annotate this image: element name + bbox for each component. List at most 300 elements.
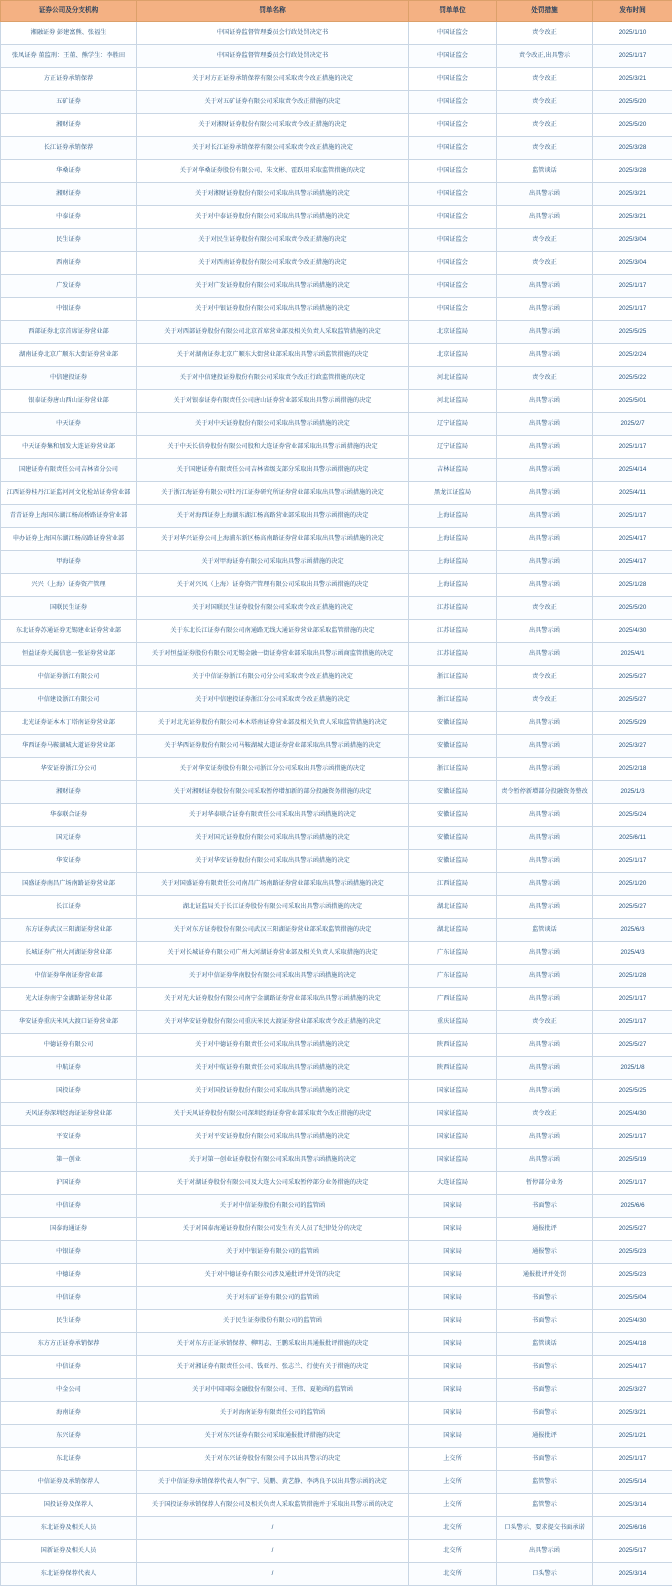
table-row (1, 1218, 672, 1241)
cell-measure: 出具警示函 (497, 298, 593, 321)
cell-measure: 书面警示 (497, 1287, 593, 1310)
cell-measure: 出具警示函 (497, 1080, 593, 1103)
table-row (1, 1356, 672, 1379)
table-row (1, 1241, 672, 1264)
cell-date: 2025/1/17 (593, 850, 672, 873)
cell-date: 2025/4/18 (593, 1333, 672, 1356)
cell-company: 中银证券 (1, 298, 137, 321)
cell-date: 2025/5/23 (593, 1264, 672, 1287)
cell-penalty-name: 关于对中泰证券股份有限公司采取出具警示函措施的决定 (137, 206, 409, 229)
cell-measure: 责令改正 (497, 22, 593, 45)
cell-company: 华安证券重庆米风大渡口证券营业部 (1, 1011, 137, 1034)
cell-penalty-name: 关于中天长信券股份有限公司股和大连证券营业部采取出具警示函措施的决定 (137, 436, 409, 459)
cell-date: 2025/5/27 (593, 896, 672, 919)
cell-date: 2025/1/17 (593, 298, 672, 321)
cell-measure: 责令改正 (497, 91, 593, 114)
cell-penalty-name: 关于对中信证券股份有限公司的监管函 (137, 1195, 409, 1218)
table-row (1, 758, 672, 781)
cell-penalty-name: 关于对中信建投证券浙江分公司采取责令改正措施的决定 (137, 689, 409, 712)
header-company: 证券公司及分支机构 (1, 1, 137, 22)
table-row (1, 1310, 672, 1333)
cell-measure: 责令改正 (497, 1011, 593, 1034)
cell-issuer: 国家局 (409, 1333, 497, 1356)
cell-penalty-name: 关于中信证券浙江有限公司分公司采取责令改正措施的决定 (137, 666, 409, 689)
cell-issuer: 国家局 (409, 1310, 497, 1333)
cell-company: 光大证券南宁金湖路证券营业部 (1, 988, 137, 1011)
cell-company: 中信建设浙江有限公司 (1, 689, 137, 712)
cell-date: 2025/4/1 (593, 643, 672, 666)
table-row (1, 137, 672, 160)
cell-penalty-name: 关于对中信证券华南股份有限公司采取出具警示函措施的决定 (137, 965, 409, 988)
cell-measure: 出具警示函 (497, 321, 593, 344)
cell-measure: 出具警示函 (497, 735, 593, 758)
cell-company: 国投证券及保荐人 (1, 1494, 137, 1517)
cell-penalty-name: 关于对海西证券上海湖东湖江杨高路营业部采取出具警示函措施的决定 (137, 505, 409, 528)
cell-measure: 责令改正 (497, 689, 593, 712)
cell-company: 国投证券 (1, 1080, 137, 1103)
cell-date: 2025/5/25 (593, 321, 672, 344)
cell-company: 银泰证券唐山西山证券营业部 (1, 390, 137, 413)
cell-measure: 责令改正 (497, 666, 593, 689)
cell-penalty-name: 关于浙江海证券有限公司牡丹江证券研究所证券营业部采取出具警示函措施的决定 (137, 482, 409, 505)
cell-company: 中天证券 (1, 413, 137, 436)
cell-date: 2025/1/28 (593, 965, 672, 988)
cell-issuer: 国家局 (409, 1218, 497, 1241)
cell-measure: 出具警示函 (497, 965, 593, 988)
cell-issuer: 上海证监局 (409, 574, 497, 597)
cell-issuer: 大连证监局 (409, 1172, 497, 1195)
cell-company: 华安证券 (1, 850, 137, 873)
cell-issuer: 黑龙江证监局 (409, 482, 497, 505)
cell-company: 长江证券 (1, 896, 137, 919)
cell-penalty-name: 关于东北长江证券有限公司南通路无线大通证券营业部采取监管措施的决定 (137, 620, 409, 643)
table-row (1, 1425, 672, 1448)
table-row (1, 1379, 672, 1402)
table-row (1, 206, 672, 229)
cell-penalty-name: 关于对国投证券股份有限公司采取出具警示函措施的决定 (137, 1080, 409, 1103)
cell-measure: 通报批评 (497, 1425, 593, 1448)
cell-penalty-name: 关于国投证券承销保荐人有限公司及相关负责人采取监管措施并于采取出具警示函的决定 (137, 1494, 409, 1517)
cell-measure: 责令改正 (497, 137, 593, 160)
cell-company: 国元证券 (1, 827, 137, 850)
cell-measure: 监管警示 (497, 1494, 593, 1517)
table-row (1, 390, 672, 413)
cell-company: 中信证券 (1, 1356, 137, 1379)
cell-issuer: 国家局 (409, 1287, 497, 1310)
cell-issuer: 湖北证监局 (409, 919, 497, 942)
cell-company: 广发证券 (1, 275, 137, 298)
table-row (1, 1057, 672, 1080)
cell-company: 湘财证券 (1, 183, 137, 206)
cell-measure: 责令改正 (497, 229, 593, 252)
cell-company: 江西证券桂丹江证监河河文化检站证券营业部 (1, 482, 137, 505)
cell-penalty-name: 关于对国联民生证券股份有限公司采取责令改正措施的决定 (137, 597, 409, 620)
cell-measure: 书面警示 (497, 1356, 593, 1379)
table-row (1, 1195, 672, 1218)
cell-penalty-name: 关于对湘财证券股份有限公司采取出具警示函措施的决定 (137, 183, 409, 206)
cell-measure: 出具警示函 (497, 459, 593, 482)
cell-measure: 出具警示函 (497, 942, 593, 965)
cell-measure: 责令改正,出具警示 (497, 45, 593, 68)
cell-penalty-name: 关于对华安证券股份有限公司采取出具警示函措施的决定 (137, 850, 409, 873)
cell-penalty-name: 关于华西证券股份有限公司马鞍湖城大道证券营业部采取出具警示函措施的决定 (137, 735, 409, 758)
table-row (1, 620, 672, 643)
table-row (1, 873, 672, 896)
cell-issuer: 上海证监局 (409, 528, 497, 551)
cell-measure: 出具警示函 (497, 275, 593, 298)
cell-penalty-name: 关于对中信建投证券股份有限公司采取责令改正行政监管措施的决定 (137, 367, 409, 390)
cell-date: 2025/5/27 (593, 666, 672, 689)
cell-company: 五矿证券 (1, 91, 137, 114)
cell-company: 东北证券及相关人员 (1, 1517, 137, 1540)
cell-penalty-name: 关于对民生证券股份有限公司采取责令改正措施的决定 (137, 229, 409, 252)
cell-issuer: 中国证监会 (409, 22, 497, 45)
cell-issuer: 浙江证监局 (409, 666, 497, 689)
cell-date: 2025/1/17 (593, 505, 672, 528)
cell-measure: 出具警示函 (497, 643, 593, 666)
table-row (1, 804, 672, 827)
table-row (1, 1034, 672, 1057)
table-row (1, 1540, 672, 1563)
cell-penalty-name: 关于对兴凤（上海）证券资产管理有限公司采取出具警示函措施的决定 (137, 574, 409, 597)
cell-date: 2025/5/20 (593, 91, 672, 114)
cell-measure: 出具警示函 (497, 551, 593, 574)
cell-measure: 出具警示函 (497, 988, 593, 1011)
cell-issuer: 安徽证监局 (409, 735, 497, 758)
cell-date: 2025/5/29 (593, 712, 672, 735)
cell-company: 甲海证券 (1, 551, 137, 574)
cell-measure: 书面警示 (497, 1379, 593, 1402)
table-row (1, 413, 672, 436)
cell-company: 张凤证券 董监刑：王董、熊学生：李胜田 (1, 45, 137, 68)
cell-issuer: 广东证监局 (409, 942, 497, 965)
cell-date: 2025/4/17 (593, 528, 672, 551)
cell-penalty-name: 关于对中天证券股份有限公司采取出具警示函措施的决定 (137, 413, 409, 436)
cell-issuer: 国家局 (409, 1264, 497, 1287)
table-row (1, 1471, 672, 1494)
cell-issuer: 上海证监局 (409, 505, 497, 528)
cell-company: 青青证券上海国东湖江杨高桥路证券营业部 (1, 505, 137, 528)
cell-penalty-name: 关于对中德证券有限责任公司采取出具警示函措施的决定 (137, 1034, 409, 1057)
cell-date: 2025/4/30 (593, 620, 672, 643)
cell-penalty-name: 关于对长城证券有限公司广州大河湖证券营业部及相关负责人采取措施的决定 (137, 942, 409, 965)
cell-company: 东方方正证券承销保荐 (1, 1333, 137, 1356)
cell-date: 2025/1/17 (593, 1126, 672, 1149)
cell-issuer: 江苏证监局 (409, 620, 497, 643)
table-row (1, 528, 672, 551)
table-row (1, 1494, 672, 1517)
table-row (1, 459, 672, 482)
cell-issuer: 北交所 (409, 1517, 497, 1540)
cell-penalty-name: 关于国建证券有限责任公司吉林省级支部分采取出具警示函措施的决定 (137, 459, 409, 482)
table-row (1, 827, 672, 850)
cell-penalty-name: 关于对东兴证券股份有限公司予以出具警示的决定 (137, 1448, 409, 1471)
table-row (1, 1333, 672, 1356)
cell-issuer: 中国证监会 (409, 91, 497, 114)
cell-company: 长城证券广州大河湖证券营业部 (1, 942, 137, 965)
table-row (1, 574, 672, 597)
cell-measure: 出具警示函 (497, 436, 593, 459)
cell-date: 2025/1/17 (593, 275, 672, 298)
cell-issuer: 国家局 (409, 1241, 497, 1264)
cell-measure: 暂停部分业务 (497, 1172, 593, 1195)
cell-date: 2025/5/17 (593, 1540, 672, 1563)
cell-issuer: 中国证监会 (409, 183, 497, 206)
cell-company: 沪国证券 (1, 1172, 137, 1195)
cell-company: 中德证券 (1, 1264, 137, 1287)
cell-measure: 责令改正 (497, 367, 593, 390)
table-row (1, 1080, 672, 1103)
cell-penalty-name: 关于对中国国际金融股份有限公司、王伟、夏艳函的监管函 (137, 1379, 409, 1402)
table-row (1, 344, 672, 367)
cell-measure: 出具警示函 (497, 827, 593, 850)
cell-issuer: 中国证监会 (409, 252, 497, 275)
table-row (1, 22, 672, 45)
cell-measure: 出具警示函 (497, 1126, 593, 1149)
cell-measure: 监管警示 (497, 1471, 593, 1494)
table-row (1, 436, 672, 459)
cell-company: 长江证券承销保荐 (1, 137, 137, 160)
cell-company: 中天证券集和加发大连证券营业部 (1, 436, 137, 459)
cell-date: 2025/5/19 (593, 1149, 672, 1172)
table-row (1, 1149, 672, 1172)
table-row (1, 1011, 672, 1034)
cell-date: 2025/3/21 (593, 68, 672, 91)
cell-date: 2025/3/14 (593, 1494, 672, 1517)
cell-date: 2025/1/28 (593, 574, 672, 597)
cell-penalty-name: 关于对华兴证券公司上海浦东新区杨高南路证券营业部采取出具警示函措施的决定 (137, 528, 409, 551)
table-row (1, 114, 672, 137)
cell-issuer: 吉林证监局 (409, 459, 497, 482)
cell-company: 华桑证券 (1, 160, 137, 183)
cell-company: 国新证券及相关人员 (1, 1540, 137, 1563)
cell-penalty-name: 关于对平安证券股份有限公司采取出具警示函措施的决定 (137, 1126, 409, 1149)
cell-measure: 责令改正 (497, 1103, 593, 1126)
cell-date: 2025/4/11 (593, 482, 672, 505)
cell-penalty-name: 关于天风证券股份有限公司深圳经海证券营业部采取责令改正措施的决定 (137, 1103, 409, 1126)
table-row (1, 988, 672, 1011)
cell-company: 兴兴（上海）证券资产管理 (1, 574, 137, 597)
cell-company: 华安证券浙江分公司 (1, 758, 137, 781)
cell-issuer: 上海证监局 (409, 551, 497, 574)
cell-date: 2025/4/14 (593, 459, 672, 482)
table-row (1, 689, 672, 712)
cell-penalty-name: 关于对国元证券股份有限公司采取出具警示函措施的决定 (137, 827, 409, 850)
table-row (1, 666, 672, 689)
cell-company: 中银证券 (1, 1241, 137, 1264)
cell-company: 中信证券浙江有限公司 (1, 666, 137, 689)
cell-issuer: 中国证监会 (409, 137, 497, 160)
header-date: 发布时间 (593, 1, 672, 22)
cell-measure: 通报批评 (497, 1218, 593, 1241)
cell-penalty-name: 关于对方正证券承销保荐有限公司采取责令改正措施的决定 (137, 68, 409, 91)
cell-issuer: 国家证监局 (409, 1149, 497, 1172)
cell-company: 国泰海通证券 (1, 1218, 137, 1241)
cell-date: 2025/3/21 (593, 206, 672, 229)
cell-measure: 监管谈话 (497, 160, 593, 183)
cell-measure: 口头警示 (497, 1563, 593, 1586)
cell-issuer: 河北证监局 (409, 367, 497, 390)
cell-measure: 出具警示函 (497, 183, 593, 206)
cell-penalty-name: 关于对湘财证券股份有限公司采取暂停增加新的部分投融资务措施的决定 (137, 781, 409, 804)
cell-issuer: 中国证监会 (409, 275, 497, 298)
cell-date: 2025/1/17 (593, 988, 672, 1011)
cell-company: 湖南证券北京广顺东大街证券营业部 (1, 344, 137, 367)
table-header-row (1, 1, 672, 22)
cell-issuer: 中国证监会 (409, 298, 497, 321)
table-row (1, 1287, 672, 1310)
cell-date: 2025/3/21 (593, 183, 672, 206)
cell-date: 2025/1/10 (593, 22, 672, 45)
cell-penalty-name: 关于对东方证券股份有限公司武汉三阳湖证券营业部采取监管措施的决定 (137, 919, 409, 942)
cell-issuer: 安徽证监局 (409, 827, 497, 850)
cell-measure: 书面警示 (497, 1195, 593, 1218)
table-row (1, 1126, 672, 1149)
cell-date: 2025/4/3 (593, 942, 672, 965)
table-row (1, 275, 672, 298)
cell-penalty-name: 中国证券监督管理委员会行政处罚决定书 (137, 45, 409, 68)
cell-measure: 书面警示 (497, 1310, 593, 1333)
cell-date: 2025/2/7 (593, 413, 672, 436)
cell-date: 2025/3/21 (593, 1402, 672, 1425)
cell-penalty-name: 关于对国盛证券有限责任公司南昌广场南路证券营业部采取出具警示函措施的决定 (137, 873, 409, 896)
cell-penalty-name: 关于民生证券股份有限公司的监管函 (137, 1310, 409, 1333)
cell-penalty-name: 关于对东矿证券有限公司的监管函 (137, 1287, 409, 1310)
cell-date: 2025/1/17 (593, 1172, 672, 1195)
cell-measure: 出具警示函 (497, 896, 593, 919)
cell-issuer: 江苏证监局 (409, 643, 497, 666)
cell-company: 华西证券马鞍湖城大道证券营业部 (1, 735, 137, 758)
table-row (1, 1264, 672, 1287)
cell-issuer: 中国证监会 (409, 206, 497, 229)
table-row (1, 321, 672, 344)
cell-date: 2025/6/16 (593, 1517, 672, 1540)
cell-measure: 出具警示函 (497, 574, 593, 597)
cell-company: 中信证券及承销保荐人 (1, 1471, 137, 1494)
cell-company: 中德证券有限公司 (1, 1034, 137, 1057)
cell-measure: 出具警示函 (497, 873, 593, 896)
cell-penalty-name: 关于对华安证券股份有限公司浙江分公司采取出具警示函措施的决定 (137, 758, 409, 781)
table-row (1, 1563, 672, 1586)
cell-company: 申办证券上海国东湖江杨高路证券营业部 (1, 528, 137, 551)
cell-penalty-name: 关于对国泰海通证券股份有限公司发生有关人员了纪律处分的决定 (137, 1218, 409, 1241)
cell-measure: 书面警示 (497, 1448, 593, 1471)
cell-penalty-name: 关于对甲海证券有限公司采取出具警示函措施的决定 (137, 551, 409, 574)
cell-issuer: 浙江证监局 (409, 689, 497, 712)
cell-issuer: 国家证监局 (409, 1103, 497, 1126)
cell-penalty-name: 关于对光大证券股份有限公司南宁金湖路证券营业部采取出具警示函措施的决定 (137, 988, 409, 1011)
cell-issuer: 国家局 (409, 1379, 497, 1402)
cell-issuer: 安徽证监局 (409, 781, 497, 804)
cell-measure: 出具警示函 (497, 758, 593, 781)
cell-date: 2025/5/24 (593, 804, 672, 827)
cell-penalty-name: 关于对中航证券有限责任公司采取出具警示函措施的决定 (137, 1057, 409, 1080)
cell-company: 天风证券深圳经海证证券营业部 (1, 1103, 137, 1126)
cell-company: 中泰证券 (1, 206, 137, 229)
cell-measure: 出具警示函 (497, 804, 593, 827)
cell-company: 中信建投证券 (1, 367, 137, 390)
cell-penalty-name: 关于对湘证券有限责任公司、钱亚丹、张志兰、行使有关于措施的决定 (137, 1356, 409, 1379)
cell-company: 民生证券 (1, 229, 137, 252)
cell-date: 2025/5/20 (593, 114, 672, 137)
cell-company: 西部证券北京首席证券营业部 (1, 321, 137, 344)
cell-measure: 出具警示函 (497, 1057, 593, 1080)
cell-date: 2025/1/3 (593, 781, 672, 804)
table-row (1, 160, 672, 183)
cell-company: 国联民生证券 (1, 597, 137, 620)
cell-measure: 出具警示函 (497, 206, 593, 229)
cell-penalty-name: 关于对中德证券有限公司涉及通批评并处罚的决定 (137, 1264, 409, 1287)
cell-date: 2025/5/22 (593, 367, 672, 390)
table-row (1, 850, 672, 873)
cell-date: 2025/5/27 (593, 1218, 672, 1241)
cell-penalty-name: / (137, 1540, 409, 1563)
cell-penalty-name: 关于对中银证券有限公司的监管函 (137, 1241, 409, 1264)
cell-company: 中信证券 (1, 1195, 137, 1218)
cell-issuer: 陕西证监局 (409, 1057, 497, 1080)
cell-penalty-name: 关于对北光证券股份有限公司本木塔南证券营业部及相关负责人采取监管措施的决定 (137, 712, 409, 735)
cell-date: 2025/5/14 (593, 1471, 672, 1494)
cell-date: 2025/5/27 (593, 1034, 672, 1057)
header-issuer: 罚单单位 (409, 1, 497, 22)
cell-company: 国盛证券南昌广场南路证券营业部 (1, 873, 137, 896)
table-row (1, 45, 672, 68)
cell-measure: 出具警示函 (497, 850, 593, 873)
cell-company: 东北证券 (1, 1448, 137, 1471)
cell-penalty-name: 关于对恒益证券股份有限公司无锡金融一街证券营业部采取出具警示函商监管措施的决定 (137, 643, 409, 666)
cell-company: 中航证券 (1, 1057, 137, 1080)
cell-measure: 出具警示函 (497, 1149, 593, 1172)
cell-issuer: 湖北证监局 (409, 896, 497, 919)
cell-measure: 出具警示函 (497, 528, 593, 551)
cell-issuer: 安徽证监局 (409, 712, 497, 735)
cell-date: 2025/5/01 (593, 390, 672, 413)
cell-issuer: 上交所 (409, 1471, 497, 1494)
cell-penalty-name: 关于对中银证券股份有限公司采取出具警示函措施的决定 (137, 298, 409, 321)
cell-measure: 出具警示函 (497, 1034, 593, 1057)
table-row (1, 735, 672, 758)
cell-company: 湘融证券 彭建富熊、张福生 (1, 22, 137, 45)
cell-penalty-name: 关于中信证券承销保荐代表人李广宁、吴鹏、黄艺静、李鸿良予以出具警示函的决定 (137, 1471, 409, 1494)
cell-date: 2025/1/17 (593, 45, 672, 68)
cell-measure: 出具警示函 (497, 712, 593, 735)
cell-penalty-name: 关于对长江证券承销保荐有限公司采取责令改正措施的决定 (137, 137, 409, 160)
cell-penalty-name: / (137, 1517, 409, 1540)
cell-issuer: 北京证监局 (409, 321, 497, 344)
table-row (1, 298, 672, 321)
cell-issuer: 陕西证监局 (409, 1034, 497, 1057)
cell-date: 2025/1/17 (593, 1448, 672, 1471)
cell-measure: 出具警示函 (497, 413, 593, 436)
cell-penalty-name: 关于对东兴证券有限公司采取通报批评措施的决定 (137, 1425, 409, 1448)
cell-issuer: 广东证监局 (409, 965, 497, 988)
cell-issuer: 北交所 (409, 1540, 497, 1563)
table-row (1, 597, 672, 620)
table-row (1, 1103, 672, 1126)
cell-penalty-name: 关于对华桑证券股份有限公司、朱文彬、霍跃用采取监管措施的决定 (137, 160, 409, 183)
cell-date: 2025/6/11 (593, 827, 672, 850)
table-row (1, 68, 672, 91)
cell-date: 2025/1/21 (593, 1425, 672, 1448)
cell-date: 2025/1/17 (593, 436, 672, 459)
table-row (1, 919, 672, 942)
cell-issuer: 北交所 (409, 1563, 497, 1586)
cell-date: 2025/5/04 (593, 1287, 672, 1310)
cell-issuer: 中国证监会 (409, 114, 497, 137)
table-row (1, 1448, 672, 1471)
cell-measure: 责令改正 (497, 597, 593, 620)
cell-penalty-name: 关于对海南证券有限责任公司的监管函 (137, 1402, 409, 1425)
